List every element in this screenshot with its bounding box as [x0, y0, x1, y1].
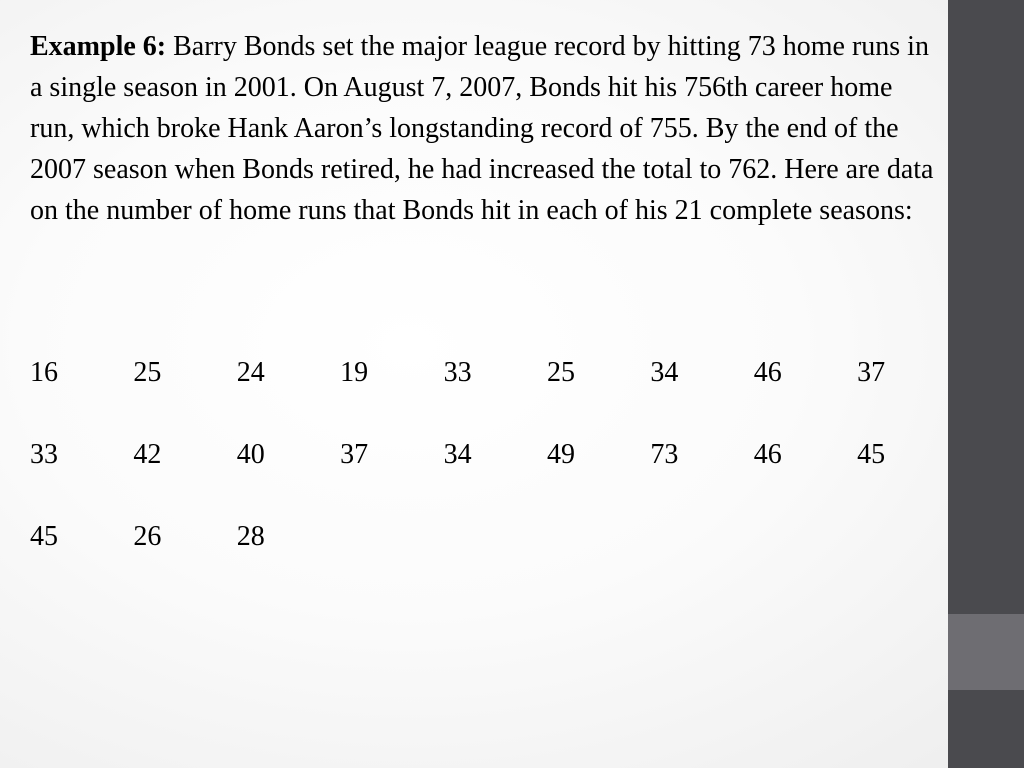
data-value: 19	[340, 357, 369, 388]
data-value: 37	[857, 357, 886, 388]
sidebar-accent-block	[948, 614, 1024, 690]
data-value: 33	[443, 357, 472, 388]
data-value: 34	[443, 439, 472, 470]
data-value: 46	[753, 439, 782, 470]
data-value: 26	[133, 521, 162, 552]
data-value: 49	[546, 439, 575, 470]
sidebar-decoration	[948, 0, 1024, 768]
data-value: 25	[546, 357, 575, 388]
data-row-1	[30, 353, 961, 393]
data-value: 42	[133, 439, 162, 470]
data-row-2	[30, 435, 961, 475]
data-value: 40	[236, 439, 265, 470]
data-value: 24	[236, 357, 265, 388]
data-value: 46	[753, 357, 782, 388]
data-value: 16	[30, 357, 58, 388]
data-value: 28	[236, 521, 265, 552]
data-value: 45	[30, 521, 58, 552]
example-label: Example 6:	[30, 31, 167, 62]
example-text: Barry Bonds set the major league record by hitting 73 home runs in a single season in 2001. On August 7, 2007, Bonds hit his 756th career home run, which broke Hank Aaron’s longstanding record of 755. By the end of the 2007 season when Bonds retired, he had increased the total to 762. Here are data on the number of home runs that Bonds hit in each of his 21 complete seasons:	[30, 31, 934, 226]
data-value: 73	[650, 439, 679, 470]
data-value: 34	[650, 357, 679, 388]
example-paragraph	[30, 26, 935, 231]
data-value: 25	[133, 357, 162, 388]
data-value: 45	[857, 439, 886, 470]
data-value: 37	[340, 439, 369, 470]
data-row-3	[30, 517, 340, 557]
data-value: 33	[30, 439, 58, 470]
